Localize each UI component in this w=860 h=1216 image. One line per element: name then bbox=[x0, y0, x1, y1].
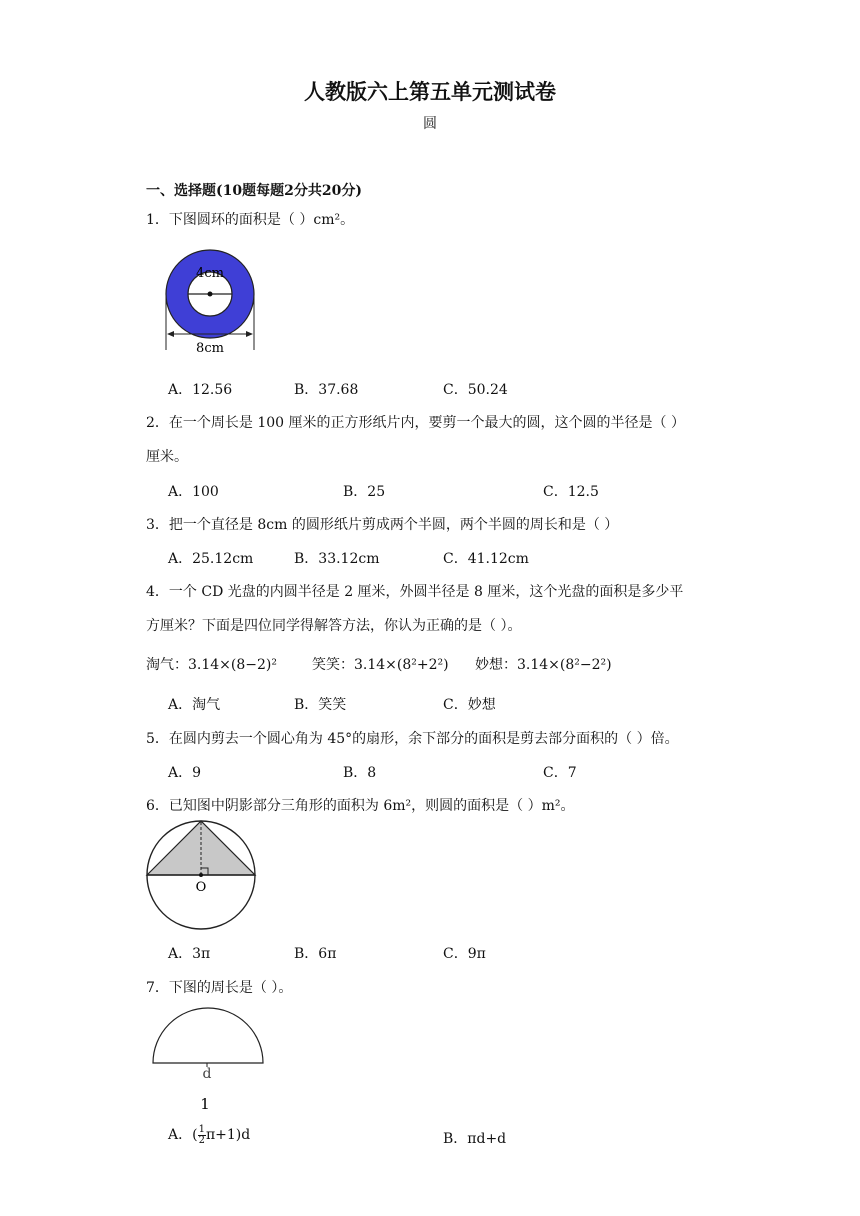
q7-option-b[interactable]: B．πd+d bbox=[443, 1131, 507, 1147]
q6-option-c[interactable]: C．9π bbox=[443, 946, 486, 962]
q1-option-a[interactable]: A．12.56 bbox=[168, 382, 233, 398]
q2-option-c[interactable]: C．12.5 bbox=[543, 484, 599, 500]
circle-triangle-figure bbox=[144, 818, 264, 934]
q7-option-a-suffix: π+1)d bbox=[205, 1127, 251, 1143]
q4-option-b[interactable]: B．笑笑 bbox=[294, 697, 347, 713]
question-2-text-line2: 厘米。 bbox=[146, 449, 188, 465]
diameter-label: d bbox=[202, 1066, 212, 1082]
section-heading: 一、选择题(10题每题2分共20分) bbox=[146, 183, 362, 199]
ring-figure bbox=[146, 240, 276, 358]
q3-option-b[interactable]: B．33.12cm bbox=[294, 551, 380, 567]
question-7-text: 7．下图的周长是（ ）。 bbox=[146, 980, 293, 996]
below-label: 1 bbox=[200, 1095, 210, 1113]
q7-option-a[interactable] bbox=[168, 1124, 250, 1146]
question-3-text: 3．把一个直径是 8cm 的圆形纸片剪成两个半圆，两个半圆的周长和是（ ） bbox=[146, 517, 619, 533]
q5-option-a[interactable]: A．9 bbox=[168, 765, 202, 781]
question-1-text: 1．下图圆环的面积是（ ）cm²。 bbox=[146, 212, 355, 228]
center-o-label: O bbox=[195, 880, 207, 895]
formula-taoqi: 淘气：3.14×(8−2)² bbox=[146, 657, 277, 673]
question-2-text-line1: 2．在一个周长是 100 厘米的正方形纸片内，要剪一个最大的圆，这个圆的半径是（ ） bbox=[146, 415, 685, 431]
one-half-fraction: $\frac{1}{2}$ bbox=[198, 1123, 205, 1146]
q4-option-c[interactable]: C．妙想 bbox=[443, 697, 496, 713]
formula-xiaoxiao: 笑笑：3.14×(8²+2²) bbox=[312, 657, 449, 673]
q3-option-a[interactable]: A．25.12cm bbox=[168, 551, 254, 567]
formula-miaoxiang: 妙想：3.14×(8²−2²) bbox=[475, 657, 612, 673]
semicircle-figure bbox=[148, 1005, 268, 1115]
question-4-text-line2: 方厘米？下面是四位同学得解答方法，你认为正确的是（ ）。 bbox=[146, 618, 522, 634]
question-5-text: 5．在圆内剪去一个圆心角为 45°的扇形，余下部分的面积是剪去部分面积的（ ）倍。 bbox=[146, 731, 679, 747]
semicircle-outline bbox=[153, 1008, 263, 1063]
page-subtitle: 圆 bbox=[423, 116, 437, 132]
q4-option-a[interactable]: A．淘气 bbox=[168, 697, 221, 713]
q2-option-a[interactable]: A．100 bbox=[168, 484, 219, 500]
page-title: 人教版六上第五单元测试卷 bbox=[304, 79, 556, 104]
q1-option-c[interactable]: C．50.24 bbox=[443, 382, 508, 398]
q7-option-a-prefix: A．( bbox=[168, 1127, 198, 1143]
q5-option-b[interactable]: B．8 bbox=[343, 765, 377, 781]
q1-option-b[interactable]: B．37.68 bbox=[294, 382, 359, 398]
outer-diameter-label: 8cm bbox=[196, 341, 224, 356]
q3-option-c[interactable]: C．41.12cm bbox=[443, 551, 529, 567]
q6-option-b[interactable]: B．6π bbox=[294, 946, 337, 962]
question-6-text: 6．已知图中阴影部分三角形的面积为 6m²，则圆的面积是（ ）m²。 bbox=[146, 798, 575, 814]
q2-option-b[interactable]: B．25 bbox=[343, 484, 386, 500]
q5-option-c[interactable]: C．7 bbox=[543, 765, 577, 781]
question-4-text-line1: 4．一个 CD 光盘的内圆半径是 2 厘米，外圆半径是 8 厘米，这个光盘的面积是多少平 bbox=[146, 584, 684, 600]
inner-diameter-label: 4cm bbox=[196, 266, 224, 281]
q6-option-a[interactable]: A．3π bbox=[168, 946, 211, 962]
